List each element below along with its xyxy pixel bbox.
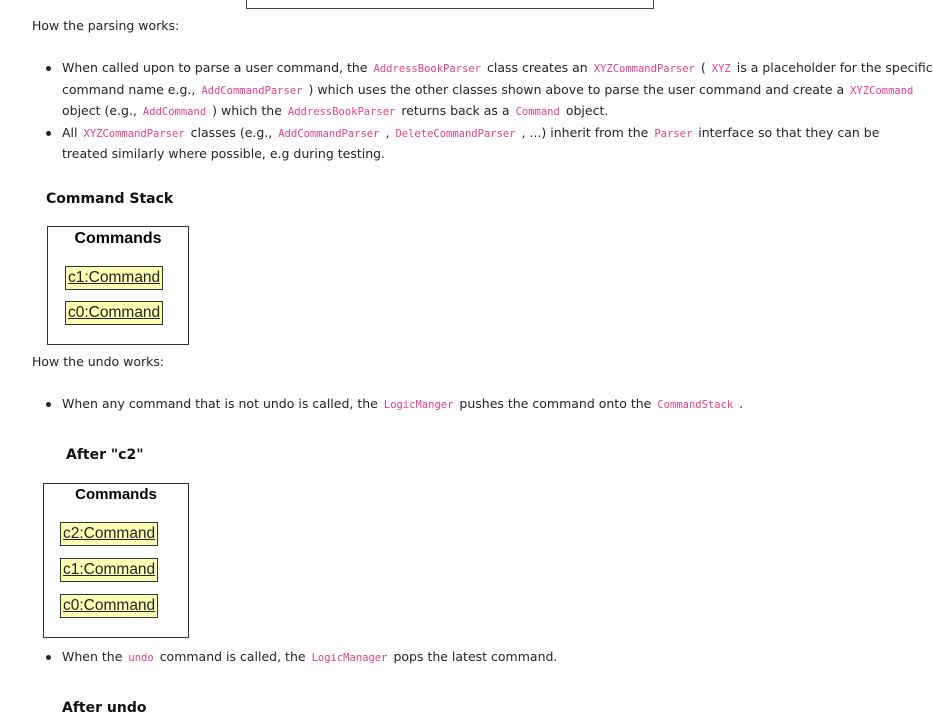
text: command is called, the xyxy=(159,649,306,664)
text: ) which the xyxy=(212,103,282,118)
text: When the xyxy=(62,649,123,664)
code-command: Command xyxy=(515,106,560,118)
undo-bullet-2 xyxy=(44,647,557,669)
text: object (e.g., xyxy=(62,103,137,118)
text: , xyxy=(385,124,390,140)
text: pops the latest command. xyxy=(393,649,558,664)
code-undo: undo xyxy=(128,652,154,664)
stack-title: Commands xyxy=(74,230,162,247)
code-xyz-command: XYZCommand xyxy=(850,84,914,97)
commands-stack-box xyxy=(43,483,189,638)
code-address-book-parser: AddressBookParser xyxy=(287,106,396,118)
commands-stack-box xyxy=(47,226,189,345)
diagram-heading-command-stack: Command Stack xyxy=(46,191,174,207)
stack-title: Commands xyxy=(75,486,157,503)
undo-heading: How the undo works: xyxy=(32,354,165,369)
parsing-bullet-1 xyxy=(44,58,933,123)
stack-item: c0:Command xyxy=(60,594,158,618)
text: , ...) inherit from the xyxy=(521,124,649,140)
text: ) which uses the other classes shown above to parse the user command and create a xyxy=(308,81,845,97)
stack-item: c1:Command xyxy=(60,558,158,582)
text: returns back as a xyxy=(401,103,510,118)
diagram-heading-after-c2: After "c2" xyxy=(66,447,144,463)
diagram-heading-after-undo: After undo xyxy=(62,700,147,716)
text: command name e.g., xyxy=(62,81,196,97)
text: treated similarly where possible, e.g during testing. xyxy=(62,146,386,161)
text: . xyxy=(739,396,744,411)
undo-list-1 xyxy=(44,394,743,416)
stack-item: c2:Command xyxy=(60,522,158,546)
undo-bullet-1 xyxy=(44,394,743,416)
text: class creates an xyxy=(486,60,588,75)
stack-item: c0:Command xyxy=(65,301,163,325)
text: When any command that is not undo is called, the xyxy=(62,396,378,411)
code-address-book-parser: AddressBookParser xyxy=(373,63,481,75)
code-add-command-parser: AddCommandParser xyxy=(201,84,303,97)
code-xyz: XYZ xyxy=(711,63,731,75)
text: ( xyxy=(700,60,706,75)
text: When called upon to parse a user command, the xyxy=(62,60,368,75)
text: All xyxy=(62,124,78,140)
undo-list-2 xyxy=(44,647,557,669)
previous-diagram-frame xyxy=(246,0,654,9)
code-xyz-command-parser: XYZCommandParser xyxy=(83,127,185,140)
stack-item: c1:Command xyxy=(65,266,163,290)
code-command-stack: CommandStack xyxy=(657,399,734,411)
code-logic-manger: LogicManger xyxy=(383,399,454,411)
code-parser: Parser xyxy=(654,127,693,140)
text: interface so that they can be xyxy=(698,124,880,140)
parsing-heading: How the parsing works: xyxy=(32,18,180,33)
code-delete-command-parser: DeleteCommandParser xyxy=(395,127,516,140)
code-logic-manager: LogicManager xyxy=(311,652,388,664)
text: pushes the command onto the xyxy=(459,396,652,411)
text: object. xyxy=(565,103,609,118)
code-add-command-parser: AddCommandParser xyxy=(278,127,380,140)
code-add-command: AddCommand xyxy=(142,106,207,118)
text: classes (e.g., xyxy=(190,124,273,140)
code-xyz-command-parser: XYZCommandParser xyxy=(593,63,695,75)
parsing-list xyxy=(44,58,933,164)
text: is a placeholder for the specific xyxy=(736,60,933,75)
parsing-bullet-2 xyxy=(44,123,933,164)
